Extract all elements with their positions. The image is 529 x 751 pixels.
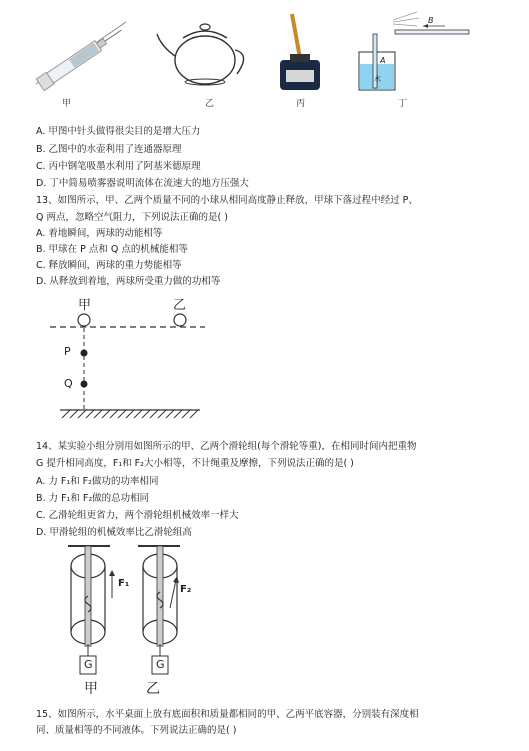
caption-yi: 乙 <box>205 99 215 109</box>
syringe-image <box>30 18 130 88</box>
q13-option-c: C. 释放瞬间，两球的重力势能相等 <box>36 260 182 271</box>
q13-option-d: D. 从释放到着地，两球所受重力做的功相等 <box>36 276 221 287</box>
q13-stem-line2: Q 两点，忽略空气阻力，下列说法正确的是( ) <box>36 212 228 223</box>
q12-option-a: A. 甲图中针头做得很尖目的是增大压力 <box>36 126 201 137</box>
label-water: 水 <box>374 75 381 83</box>
pulley-drawing <box>60 540 200 690</box>
q12-option-c: C. 丙中钢笔吸墨水利用了阿基米德原理 <box>36 161 201 172</box>
q15-stem-line1: 15、如图所示，水平桌面上放有底面积和质量都相同的甲、乙两平底容器，分别装有深度相 <box>36 709 419 720</box>
point-label-p: P <box>64 345 71 358</box>
q13-option-a: A. 着地瞬间，两球的动能相等 <box>36 228 163 239</box>
q13-ball-drawing <box>50 292 230 422</box>
q14-option-b: B. 力 F₁和 F₂做的总功相同 <box>36 493 150 504</box>
q14-stem-line2: G 提升相同高度，F₁和 F₂大小相等，不计绳重及摩擦，下列说法正确的是( ) <box>36 458 354 469</box>
point-label-q: Q <box>64 377 73 390</box>
caption-ding: 丁 <box>398 99 408 109</box>
ball-label-yi: 乙 <box>173 298 187 313</box>
teapot-image <box>155 16 255 91</box>
force-label-f1: F₁ <box>118 578 130 589</box>
q12-option-b: B. 乙图中的水壶利用了连通器原理 <box>36 144 182 155</box>
q14-option-d: D. 甲滑轮组的机械效率比乙滑轮组高 <box>36 527 192 538</box>
ink-bottle-image <box>270 12 330 94</box>
label-a: A <box>380 56 386 65</box>
weight-label-right: G <box>156 658 165 671</box>
q15-stem-line2: 同、质量相等的不同液体。下列说法正确的是( ) <box>36 725 237 736</box>
pulley-label-jia: 甲 <box>84 681 98 697</box>
caption-bing: 丙 <box>296 99 306 109</box>
q12-option-d: D. 丁中简易喷雾器说明流体在流速大的地方压强大 <box>36 178 249 189</box>
weight-label-left: G <box>84 658 93 671</box>
q14-stem-line1: 14、某实验小组分别用如图所示的甲、乙两个滑轮组(每个滑轮等重)，在相同时间内把重物 <box>36 441 417 452</box>
caption-jia: 甲 <box>62 99 72 109</box>
label-b: B <box>428 16 434 25</box>
force-label-f2: F₂ <box>180 584 192 595</box>
q14-option-a: A. 力 F₁和 F₂做功的功率相同 <box>36 476 159 487</box>
q13-option-b: B. 甲球在 P 点和 Q 点的机械能相等 <box>36 244 188 255</box>
q14-option-c: C. 乙滑轮组更省力，两个滑轮组机械效率一样大 <box>36 510 239 521</box>
ball-label-jia: 甲 <box>78 298 92 313</box>
sprayer-image <box>355 14 475 94</box>
q13-stem-line1: 13、如图所示，甲、乙两个质量不同的小球从相同高度静止释放，甲球下落过程中经过 P、 <box>36 195 418 206</box>
pulley-label-yi: 乙 <box>146 681 160 697</box>
